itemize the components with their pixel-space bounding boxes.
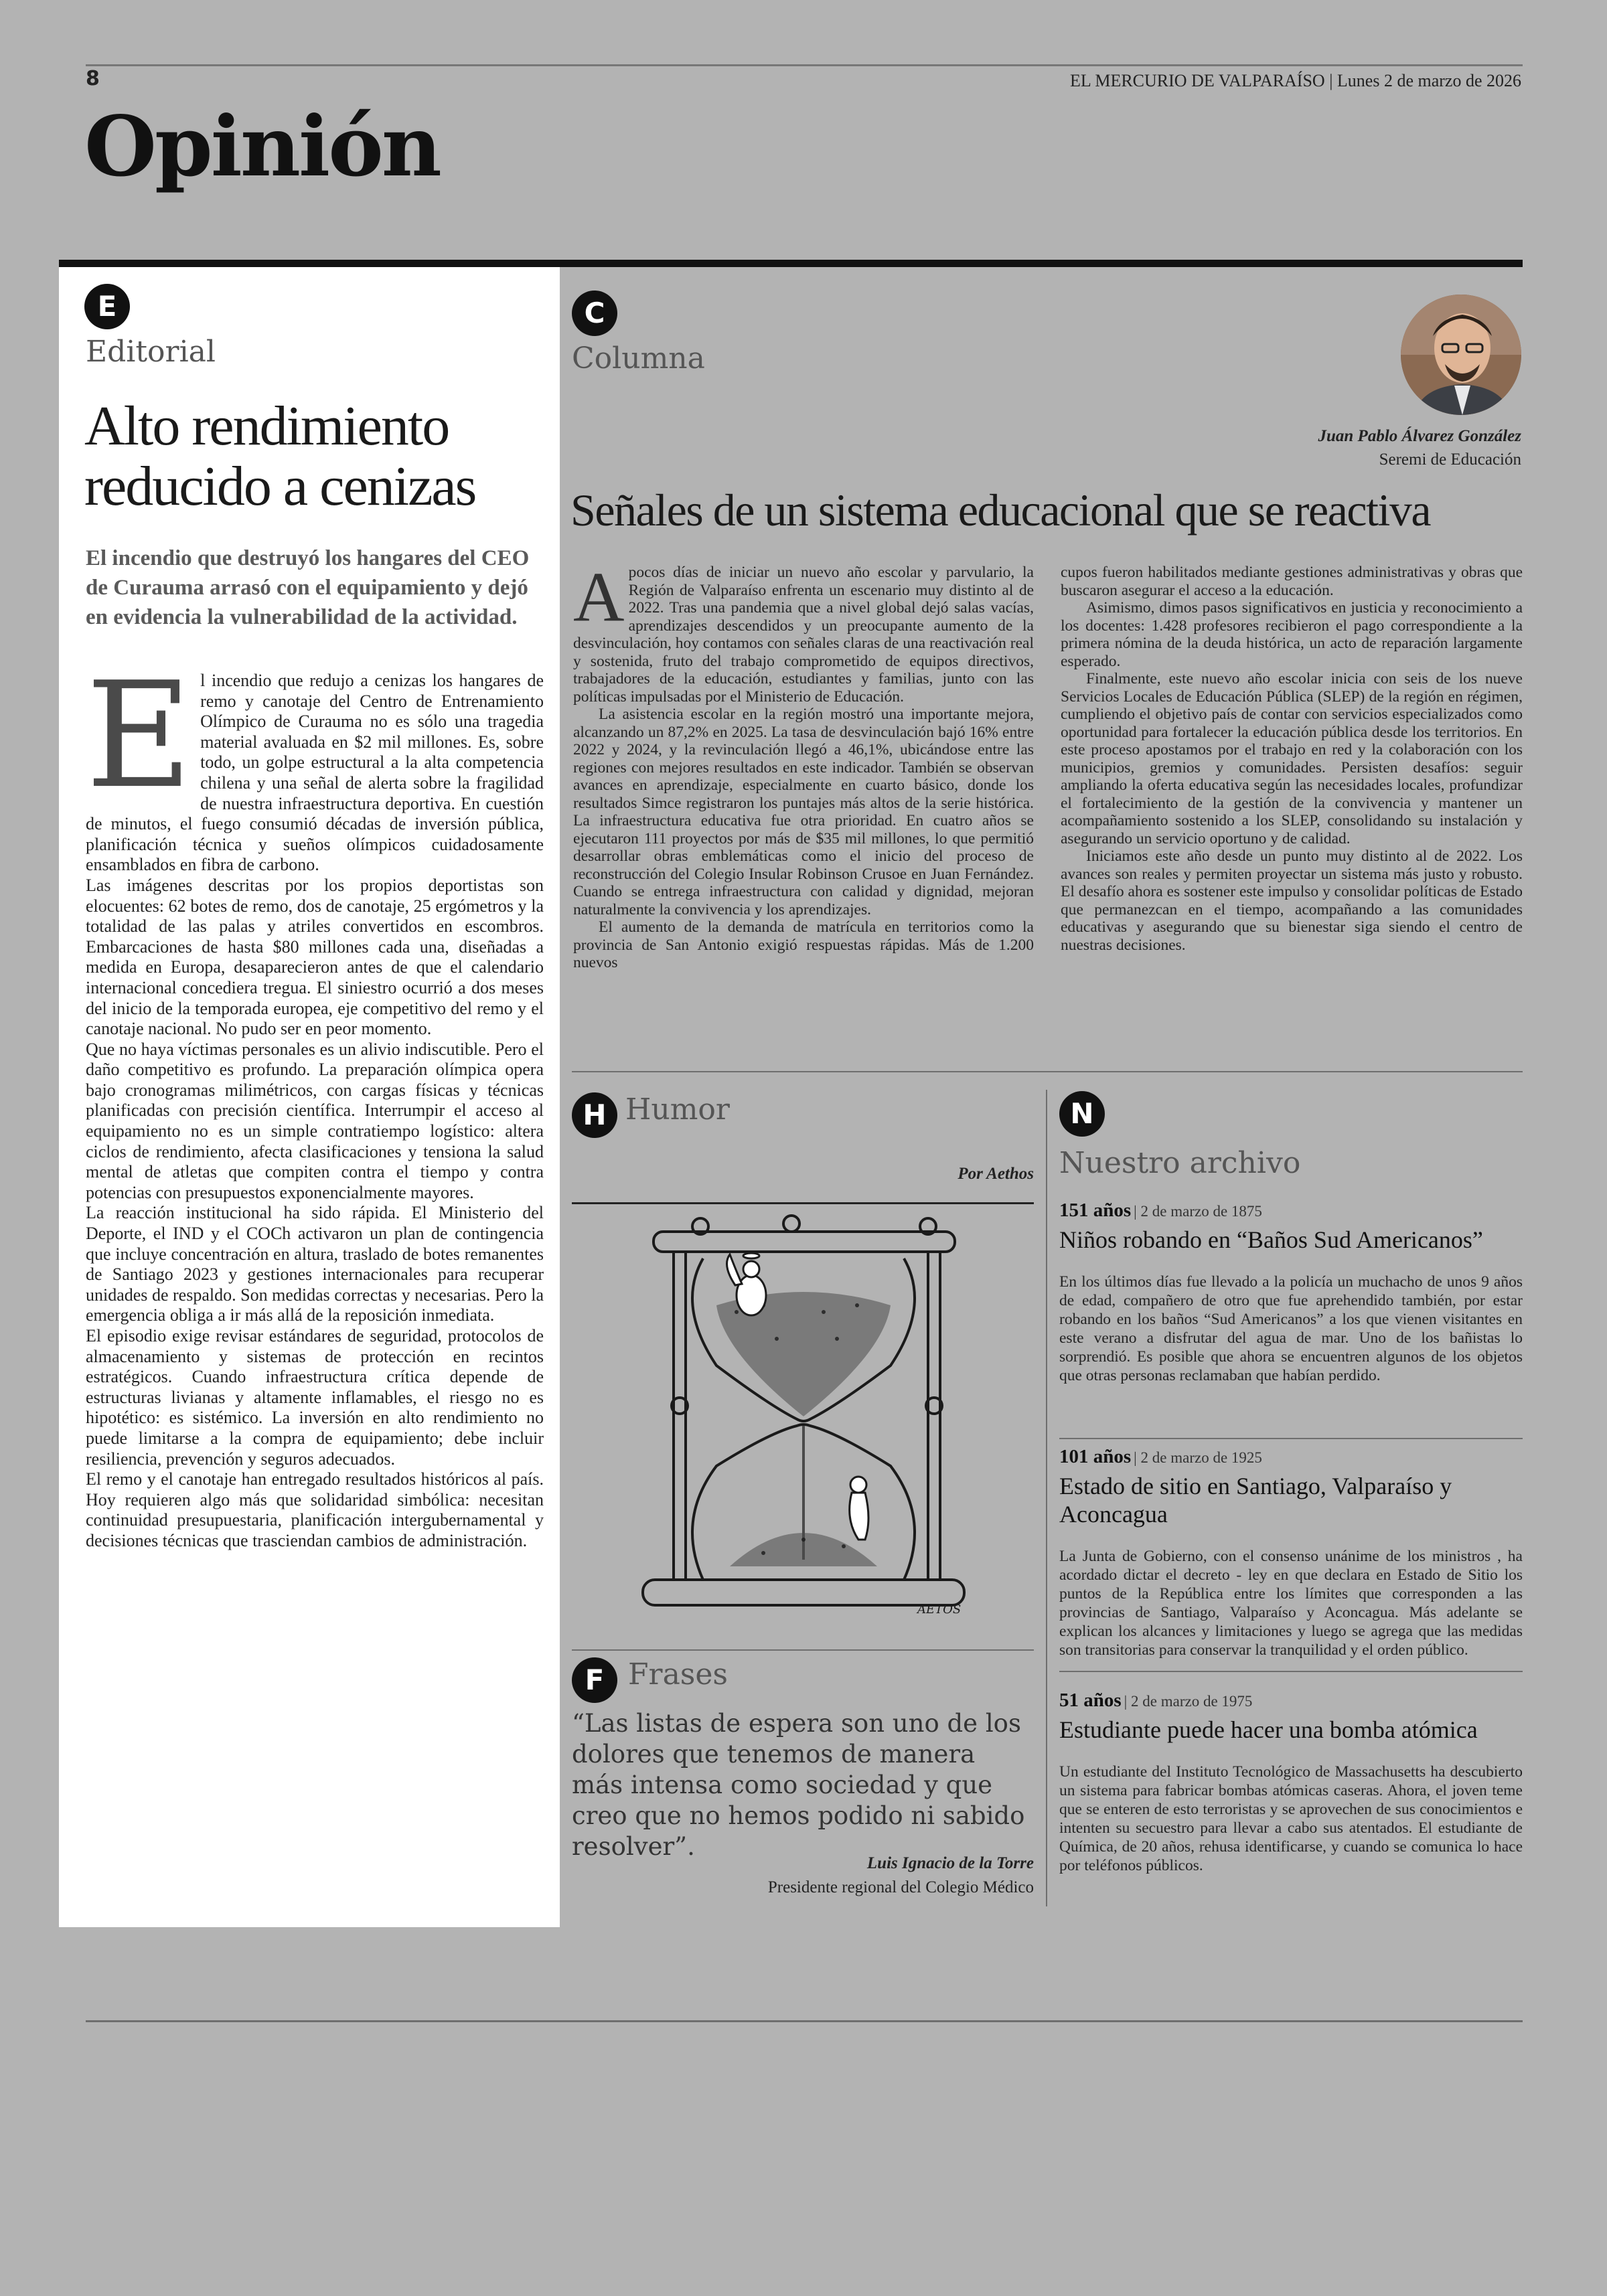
column-paragraph: Asimismo, dimos pasos significativos en justicia y reconocimiento a los docentes: 1.428 profesores recibieron el pago correspondiente a la primera nómina de la deuda histórica, un acto de reparación largamente esperado. [1061,599,1523,670]
humor-byline: Por Aethos [958,1165,1034,1183]
editorial-dropcap: E [86,651,193,821]
column-paragraph: El aumento de la demanda de matrícula en territorios como la provincia de San Antonio exigió respuestas rápidas. Más de 1.200 nuevos [573,918,1034,971]
archivo-text: En los últimos días fue llevado a la policía un muchacho de unos 9 años de edad, compañero de otro que fue aprehendido también, por estar robando en los baños “Sud Americanos” a los que vienen visitantes en este verano a disfrutar del agua de mar. Uno de los bañistas lo sorprendió. Es posible que ahora se encuentren algunos de los objetos que otras personas reclamaban que habían perdido. [1059,1273,1523,1384]
archivo-badge: N [1059,1091,1105,1137]
column-paragraph: La asistencia escolar en la región mostró una importante mejora, alcanzando un 87,2% en 2025. La tasa de desvinculación bajó 16% entre 2022 y 2024, y la revinculación llegó a 46,1%, ubicándose entre las regiones con mejores resultados en este indicador. También se observan avances en aprendizaje, especialmente en cuarto básico, donde los resultados Simce registraron los puntajes más altos de la serie histórica. La infraestructura educativa fue otra prioridad. En cuatro años se ejecutaron 111 proyectos por más de $35 mil millones, lo que permitió desarrollar obras emblemáticas como el inicio del proceso de reconstrucción del Colegio Insular Robinson Crusoe en Juan Fernández. Cuando se entrega infraestructura con calidad y dignidad, mejoran naturalmente la convivencia y los aprendizajes. [573,706,1034,918]
archivo-item [1059,1446,1523,1659]
frases-label: Frases [628,1657,728,1692]
vertical-divider [1046,1090,1047,1906]
column-body-left [573,558,1034,972]
archivo-title: Niños robando en “Baños Sud Americanos” [1059,1226,1483,1253]
archivo-title: Estudiante puede hacer una bomba atómica [1059,1716,1478,1743]
archivo-years: 151 años [1059,1200,1132,1221]
section-rule [59,260,1523,267]
editorial-badge: E [84,284,130,329]
editorial-headline: Alto rendimiento reducido a cenizas [84,395,476,517]
archivo-title: Estado de sitio en Santiago, Valparaíso y Aconcagua [1059,1473,1452,1528]
column-author: Juan Pablo Álvarez González [1318,427,1521,445]
archivo-date: | 2 de marzo de 1925 [1134,1449,1262,1466]
editorial-deck: El incendio que destruyó los hangares del CEO de Curauma arrasó con el equipamiento y dejó en evidencia la vulnerabilidad de la actividad. [86,546,530,629]
archivo-years: 51 años [1059,1690,1122,1711]
frases-badge: F [572,1657,617,1703]
editorial-paragraph: Que no haya víctimas personales es un alivio indiscutible. Pero el daño competitivo es profundo. La preparación olímpica opera bajo cronogramas milimétricos, con cargas físicas y técnicas planificadas con precisión científica. Interrumpir el acceso al equipamiento no es un simple contratiempo logístico: altera ciclos de rendimiento, afecta clasificaciones y tensiona la salud mental de atletas que compiten contra el tiempo y contra potencias con presupuestos exponencialmente mayores. [86,1039,544,1202]
archivo-text: Un estudiante del Instituto Tecnológico de Massachusetts ha descubierto un sistema para fabricar bombas atómicas caseras. Ahora, el joven teme que se enteren de esto terroristas y se aprovechen de sus conocimientos e intenten su secuestro para llevar a cabo sus atentados. El estudiante de Química, de 20 años, rehusa identificarse, y cuando se comunica lo hace por teléfonos públicos. [1059,1763,1523,1874]
humor-label: Humor [625,1092,730,1127]
archivo-item [1059,1200,1523,1385]
editorial-paragraph: l incendio que redujo a cenizas los hangares de remo y canotaje del Centro de Entrenamiento Olímpico de Curauma no es sólo una tragedia material avaluada en $2 mil millones. Es, sobre todo, un golpe estructural a la alta competencia chilena y una señal de alerta sobre la fragilidad de nuestra infraestructura deportiva. En cuestión de minutos, el fuego consumió décadas de inversión pública, planificación técnica y sueños olímpicos cuidadosamente ensamblados en fibra de carbono. [86,671,544,875]
column-dropcap: A [573,558,625,636]
humor-badge: H [572,1092,617,1138]
archivo-years: 101 años [1059,1446,1132,1467]
page-number: 8 [86,67,100,90]
column-body-right [1061,564,1523,954]
section-title: Opinión [84,98,440,195]
frases-quote: “Las listas de espera son uno de los dolores que tenemos de manera más intensa como sociedad y que creo que no hemos podido ni sabido resolver”. [572,1709,1025,1861]
cartoon-signature: AETOS [917,1603,962,1617]
author-photo [1401,295,1521,415]
editorial-label: Editorial [86,335,216,369]
editorial-paragraph: El episodio exige revisar estándares de seguridad, protocolos de almacenamiento y sistemas de protección en recintos estratégicos. Cuando infraestructura crítica depende de estructuras livianas y altamente inflamables, el riesgo no es hipotético: es sistémico. La inversión en alto rendimiento no puede limitarse a la compra de equipamiento; debe incluir resiliencia, prevención y seguros adecuados. [86,1326,544,1469]
page-bottom-rule [86,2020,1523,2022]
archivo-item [1059,1690,1523,1875]
column-paragraph: cupos fueron habilitados mediante gestiones administrativas y obras que buscaron asegurar el acceso a la educación. [1061,564,1523,599]
column-badge: C [572,291,617,336]
column-headline: Señales de un sistema educacional que se reactiva [570,485,1431,536]
editorial-paragraph: Las imágenes descritas por los propios deportistas son elocuentes: 62 botes de remo, dos de canotaje, 25 ergómetros y la totalidad de las palas y atriles convertidos en escombros. Embarcaciones de hasta $80 millones cada una, diseñadas a medida en Europa, desaparecieron antes de que el calendario internacional concediera tregua. El siniestro ocurrió a dos meses del inicio de la temporada europea, eje competitivo del remo y el canotaje nacional. No pudo ser en peor momento. [86,875,544,1039]
frases-author: Luis Ignacio de la Torre [866,1854,1034,1872]
column-bottom-rule [572,1071,1523,1072]
column-paragraph: Finalmente, este nuevo año escolar inicia con seis de los nueve Servicios Locales de Educación Pública (SLEP) de la región en régimen, cumpliendo el objetivo país de contar con servicios especializados como oportunidad para fortalecer la educación pública desde los territorios. En este proceso apostamos por el trabajo en red y la colaboración con los municipios, gremios y comunidades. Persisten desafíos: seguir ampliando la oferta educativa según las necesidades locales, profundizar el fortalecimiento de la gestión de la convivencia y mantener un acompañamiento sostenido a los SLEP, consolidando su instalación y asegurando un servicio oportuno y de calidad. [1061,670,1523,847]
column-paragraph: Iniciamos este año desde un punto muy distinto al de 2022. Los avances son reales y permiten proyectar un sistema más justo y robusto. El desafío ahora es sostener este impulso y consolidar políticas de Estado que permanezcan en el tiempo, acompañando a las comunidades educativas y asegurando que su bienestar siga siendo el centro de nuestras decisiones. [1061,847,1523,954]
humor-cartoon [603,1205,1004,1620]
editorial-paragraph: El remo y el canotaje han entregado resultados históricos al país. Hoy requieren algo más que solidaridad simbólica: necesitan continuidad presupuestaria, planificación intergubernamental y decisiones técnicas que trasciendan cambios de administración. [86,1469,544,1550]
frases-author-role: Presidente regional del Colegio Médico [767,1878,1034,1896]
column-paragraph: pocos días de iniciar un nuevo año escolar y parvulario, la Región de Valparaíso enfrenta un escenario muy distinto al de 2022. Tras una pandemia que a nivel global dejó salas vacías, aprendizajes descendidos y un preocupante aumento de la desvinculación, hoy contamos con señales claras de una reactivación real y sostenida, fruto del trabajo comprometido de equipos directivos, trabajadores de la educación, estudiantes y familias, junto con las políticas impulsadas por el Ministerio de Educación. [573,564,1034,706]
column-author-role: Seremi de Educación [1379,450,1521,469]
column-label: Columna [572,341,705,376]
paper-date: EL MERCURIO DE VALPARAÍSO | Lunes 2 de marzo de 2026 [1070,71,1521,90]
editorial-paragraph: La reacción institucional ha sido rápida. El Ministerio del Deporte, el IND y el COCh activaron un plan de contingencia que incluye concentración en altura, traslado de botes remanentes de Santiago 2023 y gestiones internacionales para recuperar unidades de respaldo. Son medidas correctas y necesarias. Pero la emergencia obliga a ir más allá de la reposición inmediata. [86,1203,544,1325]
archivo-label: Nuestro archivo [1059,1146,1301,1180]
archivo-date: | 2 de marzo de 1875 [1134,1203,1262,1220]
archivo-text: La Junta de Gobierno, con el consenso unánime de los ministros , ha acordado dictar el decreto - ley en que declara en Estado de Sitio los puntos de la República entre los límites que corresponden a las provincias de Santiago, Valparaíso y Aconcagua. Más adelante se explican los alcances y limitaciones y luego se agrega que las medidas son transitorias para conservar la tranquilidad y el orden público. [1059,1548,1523,1659]
editorial-body [86,651,544,1552]
archivo-date: | 2 de marzo de 1975 [1124,1693,1253,1710]
